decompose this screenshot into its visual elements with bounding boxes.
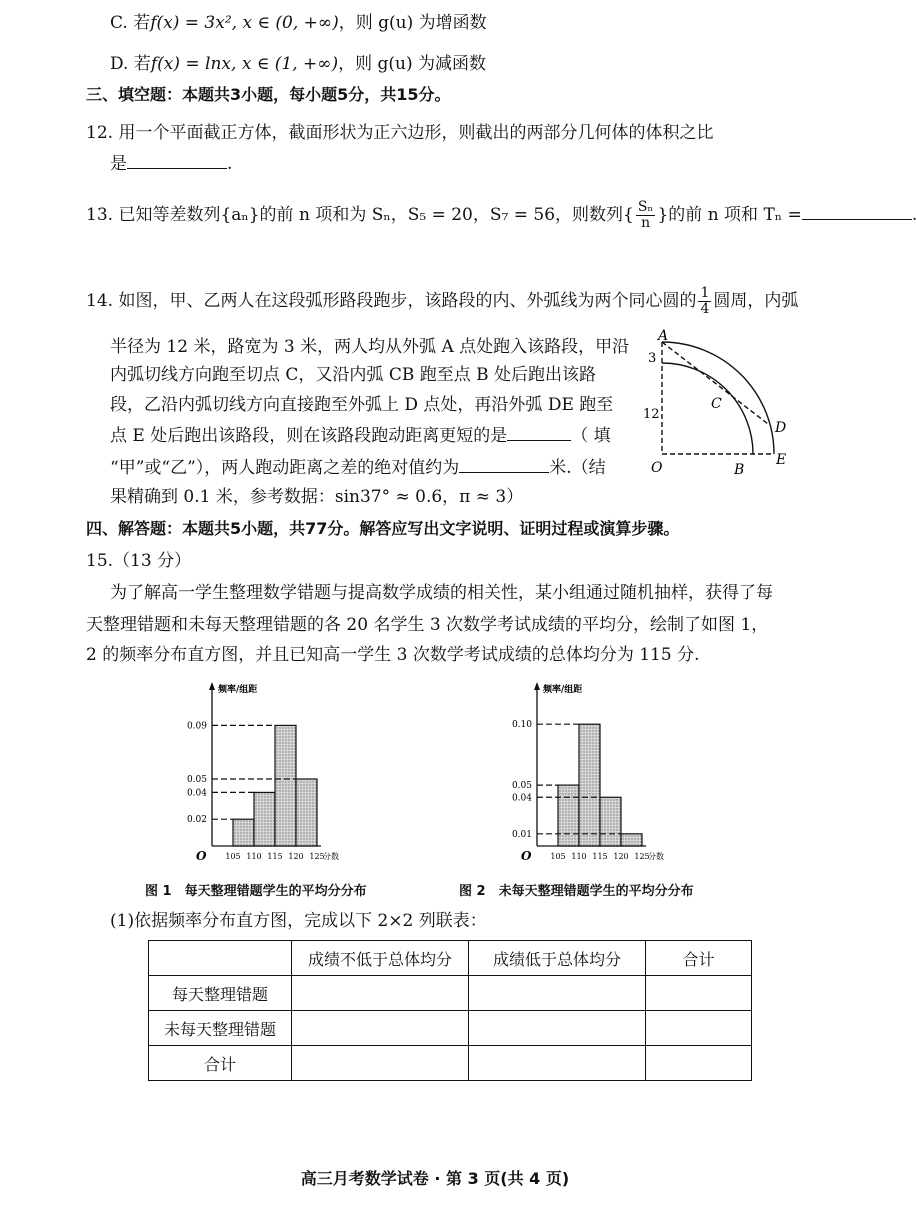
q14-frac-den: 4 [700, 301, 710, 317]
y-tick-label: 0.02 [186, 815, 207, 826]
option-d-suffix: ，则 g(u) 为减函数 [338, 54, 486, 74]
table-row-label: 未每天整理错题 [149, 1011, 292, 1046]
y-tick-label: 0.01 [511, 829, 532, 840]
table-header-cell: 成绩不低于总体均分 [292, 941, 469, 976]
q13-end: . [911, 205, 917, 225]
q15-para1: 为了解高一学生整理数学错题与提高数学成绩的相关性，某小组通过随机抽样，获得了每 [110, 583, 773, 603]
y-axis-label: 频率/组距 [218, 685, 258, 695]
y-axis-arrow [209, 682, 215, 690]
label-3: 3 [648, 351, 657, 366]
table-header-cell: 合计 [646, 941, 752, 976]
option-d [110, 53, 486, 75]
q14-answer-blank-1[interactable] [507, 424, 571, 441]
q14-line5 [110, 424, 611, 447]
q15-header: 15.（13 分） [86, 551, 192, 571]
figure-2-caption: 图 2 未每天整理错题学生的平均分分布 [459, 884, 694, 899]
section-4-heading: 四、解答题：本题共5小题，共77分。解答应写出文字说明、证明过程或演算步骤。 [86, 519, 680, 538]
q13-frac-den: n [641, 215, 651, 231]
q14-line1 [86, 284, 798, 318]
x-tick-label: 125 [634, 852, 650, 861]
option-c [110, 12, 487, 34]
table-row-label: 每天整理错题 [149, 976, 292, 1011]
histogram-figure-1 [180, 676, 400, 872]
option-c-prefix: C. 若 [110, 13, 151, 33]
page-footer: 高三月考数学试卷 · 第 3 页(共 4 页) [300, 1169, 570, 1188]
x-tick-label: 115 [592, 852, 608, 861]
option-c-suffix: ，则 g(u) 为增函数 [338, 13, 487, 33]
q14-frac-num: 1 [700, 285, 710, 301]
table-row [149, 1011, 752, 1046]
table-header-cell [149, 941, 292, 976]
origin-label: O [521, 849, 532, 863]
y-tick-label: 0.05 [186, 775, 207, 785]
q12-suffix: . [227, 154, 233, 174]
y-tick-label: 0.05 [511, 781, 532, 792]
q15-sub1: (1)依据频率分布直方图，完成以下 2×2 列联表： [110, 911, 487, 931]
label-o: O [651, 460, 663, 476]
table-row [149, 976, 752, 1011]
q14-line3: 内弧切线方向跑至切点 C，又沿内弧 CB 跑至点 B 处后跑出该路 [110, 365, 597, 385]
q14-line1-suffix: 圆周，内弧 [713, 291, 799, 311]
table-cell[interactable] [292, 1011, 469, 1046]
option-d-math: f(x) = lnx, x ∈ (1, +∞) [150, 54, 339, 74]
x-axis-label: 分数 [648, 852, 664, 861]
y-axis-arrow [534, 682, 540, 690]
q15-para3: 2 的频率分布直方图，并且已知高一学生 3 次数学考试成绩的总体均分为 115 分. [86, 645, 700, 665]
q13-suffix: }的前 n 项和 Tₙ = [657, 205, 802, 225]
y-axis-label: 频率/组距 [543, 685, 583, 695]
q13-line [86, 198, 917, 232]
x-tick-label: 105 [225, 852, 241, 861]
q14-line1-prefix: 14. 如图，甲、乙两人在这段弧形路段跑步，该路段的内、外弧线为两个同心圆的 [86, 291, 697, 311]
x-tick-label: 105 [550, 852, 566, 861]
q14-line6-prefix: “甲”或“乙”），两人跑动距离之差的绝对值约为 [110, 458, 460, 478]
arc-road-figure [640, 328, 800, 478]
contingency-table [148, 940, 752, 1081]
table-cell[interactable] [646, 1046, 752, 1081]
histogram-bar [254, 792, 275, 846]
q14-line4: 段，乙沿内弧切线方向直接跑至外弧上 D 点处，再沿外弧 DE 跑至 [110, 395, 614, 415]
table-cell[interactable] [469, 976, 646, 1011]
x-tick-label: 125 [309, 852, 325, 861]
q14-line5-prefix: 点 E 处后跑出该路段，则在该路段跑动距离更短的是 [110, 426, 508, 446]
x-axis-label: 分数 [323, 852, 339, 861]
table-row-label: 合计 [149, 1046, 292, 1081]
x-tick-label: 120 [288, 852, 304, 861]
histogram-bar [579, 724, 600, 846]
option-c-math: f(x) = 3x², x ∈ (0, +∞) [150, 13, 339, 33]
q12-line1: 12. 用一个平面截正方体，截面形状为正六边形，则截出的两部分几何体的体积之比 [86, 123, 714, 143]
histogram-bar [600, 797, 621, 846]
q15-para2: 天整理错题和未每天整理错题的各 20 名学生 3 次数学考试成绩的平均分，绘制了如图 1， [86, 615, 769, 635]
histogram-bar [233, 819, 254, 846]
q14-line5-suffix: （ 填 [571, 426, 611, 446]
label-b: B [734, 462, 745, 478]
label-c: C [711, 396, 722, 412]
y-tick-label: 0.09 [186, 721, 207, 732]
q13-prefix: 13. 已知等差数列{aₙ}的前 n 项和为 Sₙ，S₅ = 20，S₇ = 56，则数列{ [86, 205, 634, 225]
y-tick-label: 0.10 [511, 720, 532, 731]
option-d-prefix: D. 若 [110, 54, 151, 74]
table-row [149, 1046, 752, 1081]
histogram-bar [558, 785, 579, 846]
table-cell[interactable] [646, 976, 752, 1011]
q13-fraction [636, 200, 656, 231]
q14-line6-suffix: 米.（结 [549, 458, 606, 478]
y-tick-label: 0.04 [186, 788, 207, 799]
q14-line7: 果精确到 0.1 米，参考数据：sin37° ≈ 0.6，π ≈ 3） [110, 487, 524, 507]
table-header-cell: 成绩低于总体均分 [469, 941, 646, 976]
x-tick-label: 120 [613, 852, 629, 861]
table-header-row [149, 941, 752, 976]
x-tick-label: 110 [571, 852, 587, 861]
table-cell[interactable] [469, 1011, 646, 1046]
q12-line2 [110, 152, 232, 175]
q12-prefix: 是 [110, 154, 127, 174]
q14-line6 [110, 456, 606, 479]
label-e: E [776, 452, 787, 468]
y-tick-label: 0.04 [511, 793, 532, 804]
table-cell[interactable] [469, 1046, 646, 1081]
label-a: A [658, 328, 669, 344]
table-cell[interactable] [292, 976, 469, 1011]
label-12: 12 [643, 407, 660, 422]
x-tick-label: 115 [267, 852, 283, 861]
histogram-bar [275, 725, 296, 846]
histogram-bar [621, 834, 642, 846]
q13-frac-num: Sₙ [637, 199, 654, 215]
label-d: D [775, 420, 787, 436]
q14-fraction [698, 286, 711, 317]
histogram-bar [296, 779, 317, 846]
q14-answer-blank-2[interactable] [459, 456, 549, 473]
section-3-heading: 三、填空题：本题共3小题，每小题5分，共15分。 [86, 85, 451, 104]
histogram-figure-2 [505, 676, 705, 872]
table-cell[interactable] [646, 1011, 752, 1046]
x-tick-label: 110 [246, 852, 262, 861]
table-cell[interactable] [292, 1046, 469, 1081]
q12-answer-blank[interactable] [127, 152, 227, 169]
origin-label: O [196, 849, 207, 863]
q13-answer-blank[interactable] [802, 203, 912, 220]
figure-1-caption: 图 1 每天整理错题学生的平均分分布 [145, 884, 367, 899]
q14-line2: 半径为 12 米，路宽为 3 米，两人均从外弧 A 点处跑入该路段，甲沿 [110, 337, 630, 357]
